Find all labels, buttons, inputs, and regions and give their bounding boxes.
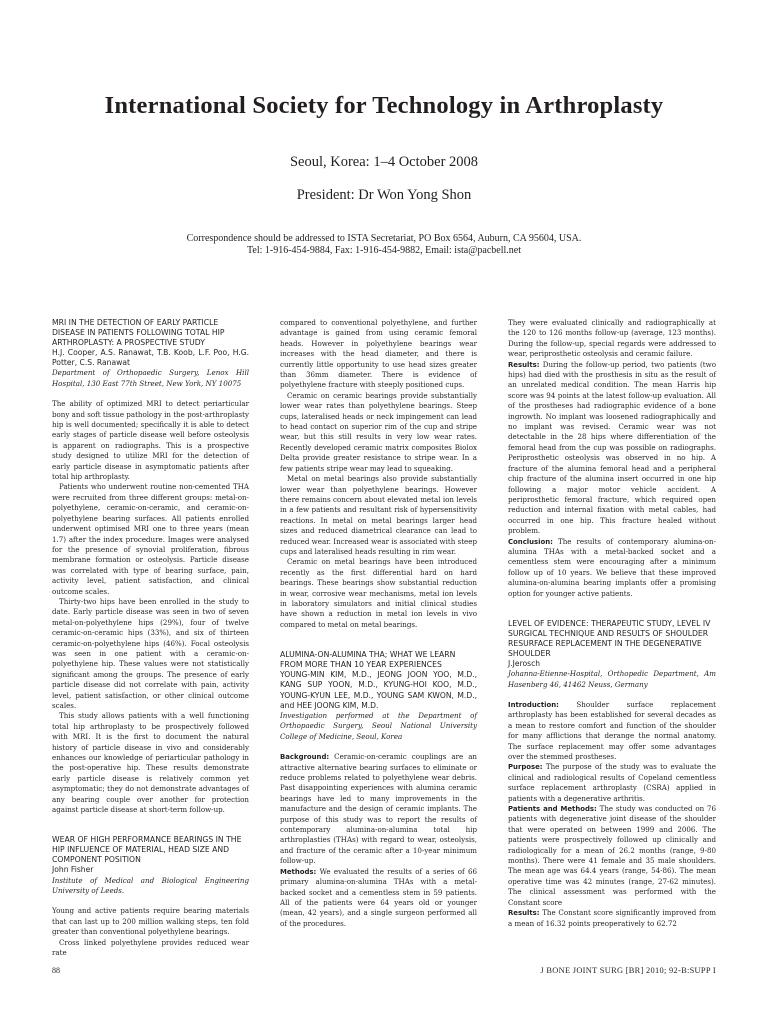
- conference-date: Seoul, Korea: 1–4 October 2008: [289, 154, 479, 170]
- abstract-paragraph: [508, 537, 716, 599]
- page-number: 88: [52, 966, 60, 975]
- column-3: [508, 318, 716, 929]
- section-label: Introduction:: [508, 700, 559, 709]
- correspondence-address: Correspondence should be addressed to ISTA Secretariat, PO Box 6564, Auburn, CA 95604, USA.: [186, 233, 582, 244]
- abstract-paragraph: Thirty-two hips have been enrolled in the study to date. Early particle disease was seen in two of seven metal-on-polyethylene hips (29%), four of twelve ceramic-on-ceramic hips (33%), and six of thirteen ceramic-on-polyethylene hips (46%). Focal osteolysis was seen in one patient with a ceramic-on-polyethylene hip. These values were not statistically significant among the groups. The presence of early particle disease did not correlate with pain, activity level, patient satisfaction, or other clinical outcome scales.: [52, 596, 249, 710]
- abstract-paragraph: Ceramic on metal bearings have been introduced recently as the first differential hard on hard bearings. These bearings show substantial reduction in wear, corrosive wear mechanisms, metal ion levels in laboratory simulators and initial clinical studies have shown a reduction in metal ion levels in vivo compared to metal on metal bearings.: [280, 557, 477, 629]
- conference-header: [0, 92, 768, 257]
- section-text: During the follow-up period, two patients (two hips) had died with the prosthesis in situ as the result of an unrelated medical condition. The mean Harris hip score was 94 points at the latest follow-up evaluation. All of the prostheses had radiographic evidence of a bone ingrowth. No implant was loosened radiographically and no implant was revised. Ceramic wear was not detectable in the 28 hips where differentiation of the femoral head from the cup was possible on radiographs. Periprosthetic osteolysis was observed in no hip. A fracture of the alumina femoral head and a peripheral chip fracture of the alumina insert occurred in one hip following a major motor vehicle accident. A periprosthetic femoral fracture, which required open reduction and internal fixation with metal cables, had occurred in one hip. This fracture healed without problem.: [508, 359, 716, 536]
- abstract-paragraph: This study allows patients with a well functioning total hip arthroplasty to be prospectively followed with MRI. It is the first to document the natural history of particle disease in vivo and considerably enhances our knowledge of periarticular pathology in the post-operative hip. These results demonstrate early particle disease is relatively common yet asymptomatic; they do not demonstrate advantages of any bearing couple over another for protection against particle disease at short-term follow-up.: [52, 711, 249, 815]
- abstract-paragraph: The ability of optimized MRI to detect periarticular bony and soft tissue pathology in the post-arthroplasty hip is well documented; specifically it is able to detect early stages of particle disease well before osteolysis is apparent on radiographs. This is a prospective study designed to utilize MRI for the detection of early particle disease in asymptomatic patients after total hip arthroplasty.: [52, 399, 250, 482]
- abstract-paragraph: Cross linked polyethylene provides reduced wear rate: [52, 937, 249, 958]
- abstract-paragraph: Ceramic on ceramic bearings provide substantially lower wear rates than polyethylene bearings. Steep cups, lateralised heads or neck impingement can lead to head contact on superior rim of the cup and stripe wear, but this still results in very low wear rates. Recently developed ceramic matrix composites Biolox Delta provide greater resistance to stripe wear. In a few patients stripe wear may lead to squeaking.: [280, 390, 477, 473]
- abstract-paragraph: [508, 360, 716, 537]
- section-label: Purpose:: [508, 763, 543, 772]
- section-label: Methods:: [280, 867, 317, 876]
- abstract-affiliation: Institute of Medical and Biological Engineering University of Leeds.: [52, 875, 249, 896]
- section-text: The purpose of the study was to evaluate the clinical and radiological results of Copeland cementless surface replacement arthroplasty (CSRA) applied in patients with a degenerative arthritis.: [508, 762, 716, 803]
- conference-president: President: Dr Won Yong Shon: [296, 187, 472, 203]
- abstract-paragraph: [508, 762, 716, 804]
- section-text: The Constant score significantly improved from a mean of 16.32 points preoperatively to 62.72: [508, 908, 716, 928]
- abstract-paragraph: They were evaluated clinically and radiographically at the 120 to 126 months follow-up (average, 123 months). During the follow-up, special regards were addressed to wear, periprosthetic osteolysis and ceramic failure.: [508, 318, 716, 359]
- column-2: [280, 318, 477, 929]
- abstract-paragraph: Patients who underwent routine non-cemented THA were recruited from three different groups: metal-on-polyethylene, ceramic-on-ceramic, and ceramic-on-polyethylene bearing surfaces. All patients enrolled underwent optimised MRI one to three years (mean 1.7) after the index procedure. Images were analysed for the presence of synovial proliferation, fibrous membrane formation or osteolysis. Particle disease was correlated with type of bearing surface, pain, activity level, patient satisfaction, and clinical outcome scales.: [52, 482, 249, 596]
- abstract-authors: J.Jerosch: [508, 658, 541, 668]
- abstract-authors: H.J. Cooper, A.S. Ranawat, T.B. Koob, L.F. Poo, H.G. Potter, C.S. Ranawat: [52, 348, 249, 368]
- abstract-authors: John Fisher: [52, 865, 94, 875]
- abstract-affiliation: Department of Orthopaedic Surgery, Lenox Hill Hospital, 130 East 77th Street, New York, NY 10075: [52, 368, 249, 388]
- section-text: The results of contemporary alumina-on-alumina THAs with a metal-backed socket and a cementless stem were encouraging after a minimum follow up of 10 years. We believe that these improved alumina-on-alumina bearing implants offer a promising option for younger active patients.: [508, 536, 716, 598]
- abstract-paragraph: [280, 752, 477, 866]
- abstract-affiliation: Johanna-Etienne-Hospital, Orthopedic Department, Am Hasenberg 46, 41462 Neuss, Germany: [508, 669, 716, 689]
- section-text: Shoulder surface replacement arthroplasty has been established for several decades as a mean to restore comfort and function of the shoulder for many afflictions that derange the normal anatomy. The surface replacement may offer some advantages over the stemmed prostheses.: [508, 699, 716, 762]
- abstract-authors: YOUNG-MIN KIM, M.D., JEONG JOON YOO, M.D., KANG SUP YOON, M.D., KYUNG-HOI KOO, M.D., YOUNG-KYUN LEE, M.D., YOUNG SAM KWON, M.D., and HEE JOONG KIM, M.D.: [280, 670, 477, 710]
- conference-title: International Society for Technology in Arthroplasty: [104, 92, 664, 119]
- abstract-paragraph: [508, 908, 716, 929]
- abstract-title: ALUMINA-ON-ALUMINA THA; WHAT WE LEARN FROM MORE THAN 10 YEAR EXPERIENCES: [280, 650, 456, 670]
- journal-citation: J BONE JOINT SURG [BR] 2010; 92-B:SUPP I: [540, 966, 716, 975]
- correspondence-info: [0, 233, 768, 257]
- section-label: Conclusion:: [508, 537, 553, 546]
- abstract-affiliation: Investigation performed at the Department of Orthopaedic Surgery, Seoul National University College of Medicine, Seoul, Korea: [280, 711, 477, 741]
- abstract-paragraph: [280, 867, 477, 929]
- section-text: Ceramic-on-ceramic couplings are an attractive alternative bearing surfaces to eliminate or reduce problems related to polyethylene wear debris. Past disappointing experiences with alumina ceramic bearings have led to many improvements in the manufacture and the design of ceramic implants. The purpose of this study was to report the results of contemporary alumina-on-alumina total hip arthroplasties (THAs) with regard to wear, osteolysis, and fracture of the ceramic after a 10-year minimum follow-up.: [280, 752, 477, 866]
- section-text: We evaluated the results of a series of 66 primary alumina-on-alumina THAs with a metal-backed socket and a cementless stem in 59 patients. All of the patients were 64 years old or younger (mean, 42 years), and a single surgeon performed all of the procedures.: [280, 866, 477, 928]
- abstract-paragraph: [508, 700, 716, 762]
- column-1: [52, 318, 249, 959]
- abstract-paragraph: Young and active patients require bearing materials that can last up to 200 million walking steps, ten fold greater than conventional polyethylene bearings.: [52, 906, 249, 937]
- section-label: Results:: [508, 360, 540, 369]
- correspondence-contact: Tel: 1-916-454-9884, Fax: 1-916-454-9882, Email: ista@pacbell.net: [246, 245, 521, 256]
- abstract-paragraph: compared to conventional polyethylene, and further advantage is gained from using ceramic femoral heads. However in polyethylene bearings wear increases with the head diameter, and there is currently little opportunity to use head sizes greater than 36mm diameter. There is evidence of polyethylene fracture with steeply positioned cups.: [280, 318, 477, 390]
- section-text: The study was conducted on 76 patients with degenerative joint disease of the shoulder that were operated on between 1999 and 2006. The patients were prospectively followed up clinically and radiologically for a mean of 26.2 months (range, 9-80 months). There were 41 female and 35 male shoulders. The mean age was 64.4 years (range, 54-86). The mean operative time was 42 minutes (range, 27-62 minutes). The clinical assessment was performed with the Constant score: [508, 804, 716, 907]
- section-label: Results:: [508, 909, 540, 918]
- section-label: Background:: [280, 753, 330, 762]
- abstract-title: LEVEL OF EVIDENCE: THERAPEUTIC STUDY, LEVEL IV SURGICAL TECHNIQUE AND RESULTS OF SHOULDER RESURFACE REPLACEMENT IN THE DEGENERATIVE SHOULDER: [508, 618, 711, 658]
- section-label: Patients and Methods:: [508, 805, 597, 814]
- abstract-title: MRI IN THE DETECTION OF EARLY PARTICLE DISEASE IN PATIENTS FOLLOWING TOTAL HIP ARTHROPLASTY: A PROSPECTIVE STUDY: [52, 318, 225, 347]
- abstract-paragraph: [508, 804, 716, 908]
- abstract-title: WEAR OF HIGH PERFORMANCE BEARINGS IN THE HIP INFLUENCE OF MATERIAL, HEAD SIZE AND COMPONENT POSITION: [52, 835, 242, 865]
- abstract-paragraph: Metal on metal bearings also provide substantially lower wear than polyethylene bearings. However there remains concern about elevated metal ion levels in a few patients and resultant risk of hypersensitivity reactions. In metal on metal bearings larger head sizes and reduced diametrical clearance can lead to reduced wear. Increased wear is associated with steep cups and lateralised heads resulting in rim wear.: [280, 474, 477, 556]
